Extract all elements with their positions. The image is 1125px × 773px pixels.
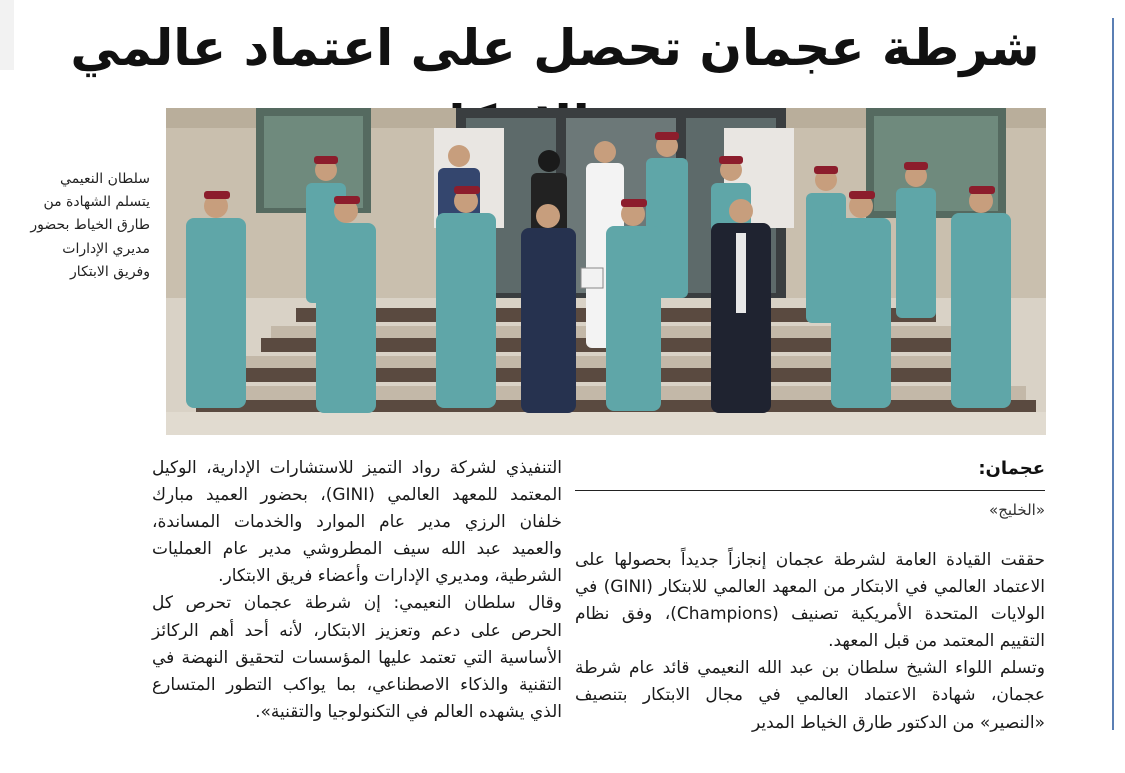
article-paragraph: التنفيذي لشركة رواد التميز للاستشارات الإدارية، الوكيل المعتمد للمعهد العالمي (GINI)، بحضور العميد مبارك خلفان الرزي مدير عام الموارد والخدمات المساندة، والعميد عبد الله سيف المطروشي مدير عام العمليات الشرطية، ومديري الإدارات وأعضاء فريق الابتكار. xyxy=(152,458,562,587)
source-credit: «الخليج» xyxy=(989,501,1045,519)
margin-rule xyxy=(1112,18,1114,730)
article-column-right xyxy=(575,547,1045,737)
dateline: عجمان: xyxy=(978,458,1045,479)
photo-caption: سلطان النعيمي يتسلم الشهادة من طارق الخياط بحضور مديري الإدارات وفريق الابتكار xyxy=(30,171,150,280)
dateline-rule xyxy=(575,490,1045,491)
article-paragraph: وقال سلطان النعيمي: إن شرطة عجمان تحرص كل الحرص على دعم وتعزيز الابتكار، لأنه أحد أهم الركائز الأساسية التي تعتمد عليها المؤسسات لتحقيق النهضة في التقنية والذكاء الاصطناعي، بما يواكب التطور المتسارع الذي يشهده العالم في التكنولوجيا والتقنية». xyxy=(152,593,562,722)
headline: شرطة عجمان تحصل على اعتماد عالمي xyxy=(70,19,1040,77)
photo-illustration xyxy=(166,108,1046,435)
page-edge xyxy=(0,0,14,70)
article-paragraph: حققت القيادة العامة لشرطة عجمان إنجازاً جديداً بحصولها على الاعتماد العالمي في الابتكار من المعهد العالمي للابتكار (GINI) في الولايات المتحدة الأمريكية تصنيف (Champions)، وفق نظام التقييم المعتمد من قبل المعهد. xyxy=(575,550,1045,652)
news-photo xyxy=(166,108,1046,435)
article-column-left xyxy=(152,455,562,726)
article-paragraph: وتسلم اللواء الشيخ سلطان بن عبد الله النعيمي قائد عام شرطة عجمان، شهادة الاعتماد العالمي في مجال الابتكار بتنصيف «النصير» من الدكتور طارق الخياط المدير xyxy=(575,658,1045,733)
